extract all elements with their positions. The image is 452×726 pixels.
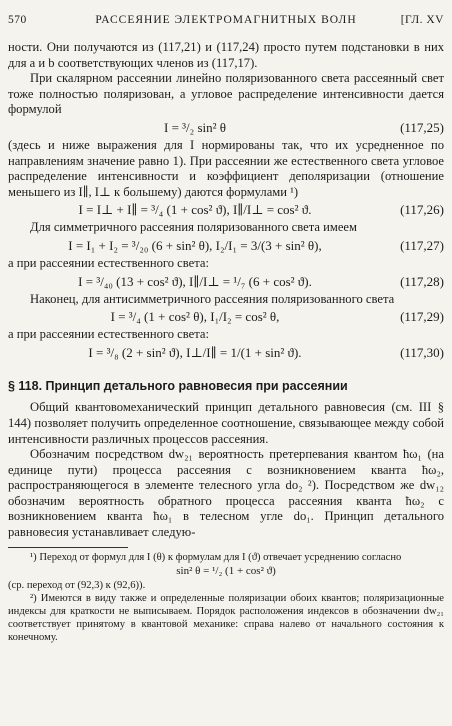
formula-expression: I = I⊥ + I∥ = ³/₄ (1 + cos² ϑ), I∥/I⊥ = cos² ϑ. [78, 202, 312, 218]
footnote-2: ²) Имеются в виду также и определенные поляризации обоих квантов; поляризационные индексы для краткости не выписываем. Порядок расположения индексов в обозначении dw₂₁ соответствует принятому в квантовой механике: справа налево от начального состояния к конечному. [8, 592, 444, 643]
paragraph: Наконец, для антисимметричного рассеяния поляризованного света [30, 291, 395, 306]
paragraph: Общий квантовомеханический принцип детального равновесия (см. III § 144) позволяет получить определенное соотношение, связывающее между собой интенсивности различных процессов рассеяния. [8, 400, 444, 446]
footnote-formula: sin² θ = ¹/₂ (1 + cos² ϑ) [176, 564, 276, 577]
formula-expression: I = ³/₄₀ (13 + cos² ϑ), I∥/I⊥ = ¹/₇ (6 + cos² ϑ). [78, 273, 312, 289]
section-heading: § 118. Принцип детального равновесия при рассеянии [8, 378, 348, 393]
equation-number: (117,26) [400, 202, 444, 218]
paragraph: При скалярном рассеянии линейно поляризованного света рассеянный свет тоже полностью поляризован, а угловое распределение интенсивности дается формулой [8, 71, 444, 117]
page-number: 570 [8, 14, 27, 26]
formula-expression: I = ³/₈ (2 + sin² ϑ), I⊥/I∥ = 1/(1 + sin² ϑ). [88, 344, 302, 360]
equation-number: (117,30) [400, 344, 444, 360]
paragraph: ности. Они получаются из (117,21) и (117,24) просто путем подстановки в них для a и b соответствующих членов из (117,17). [8, 40, 444, 70]
running-header [8, 14, 444, 30]
paragraph: а при рассеянии естественного света: [8, 255, 209, 270]
paragraph: (здесь и ниже выражения для I нормированы так, что их усредненное по направлениям значение равно 1). При рассеянии же естественного света угловое распределение интенсивности и коэффициент деполяризации (отношение меньшего из I∥, I⊥ к большему) даются формулами ¹) [8, 137, 444, 199]
formula-117-29 [8, 307, 444, 327]
formula-117-26 [8, 200, 444, 220]
formula-117-27 [8, 236, 444, 256]
paragraph: а при рассеянии естественного света: [8, 327, 209, 342]
formula-117-25 [8, 118, 444, 138]
chapter-label: [ГЛ. XV [400, 14, 444, 26]
equation-number: (117,27) [400, 237, 444, 253]
formula-117-30 [8, 343, 444, 363]
formula-117-28 [8, 272, 444, 292]
formula-expression: I = ³/₂ sin² θ [164, 119, 226, 135]
formula-expression: I = ³/₄ (1 + cos² θ), I₁/I₂ = cos² θ, [110, 309, 280, 325]
footnote-divider [8, 547, 128, 548]
footnote-1: ¹) Переход от формул для I (θ) к формулам для I (ϑ) отвечает усреднению согласно [30, 551, 402, 563]
paragraph: Для симметричного рассеяния поляризованного света имеем [30, 220, 357, 235]
paragraph: Обозначим посредством dw₂₁ вероятность претерпевания квантом ħω₁ (на единице пути) процесса рассеяния с возникновением кванта ħω₂, распространяющегося в элементе телесного угла do₂ ²). Посредством же dw₁₂ обозначим вероятность обратного процесса рассеяния кванта ħω₂ с возникновением кванта ħω₁ в телесном угле do₁. Принцип детального равновесия устанавливает следую- [8, 447, 444, 540]
equation-number: (117,29) [400, 309, 444, 325]
footnote-1-reference: (ср. переход от (92,3) к (92,6)). [8, 579, 146, 591]
formula-expression: I = I₁ + I₂ = ³/₂₀ (6 + sin² θ), I₂/I₁ = 3/(3 + sin² θ), [68, 237, 322, 253]
page-body [8, 40, 444, 644]
running-title: РАССЕЯНИЕ ЭЛЕКТРОМАГНИТНЫХ ВОЛН [95, 14, 357, 26]
equation-number: (117,28) [400, 273, 444, 289]
equation-number: (117,25) [400, 119, 444, 135]
